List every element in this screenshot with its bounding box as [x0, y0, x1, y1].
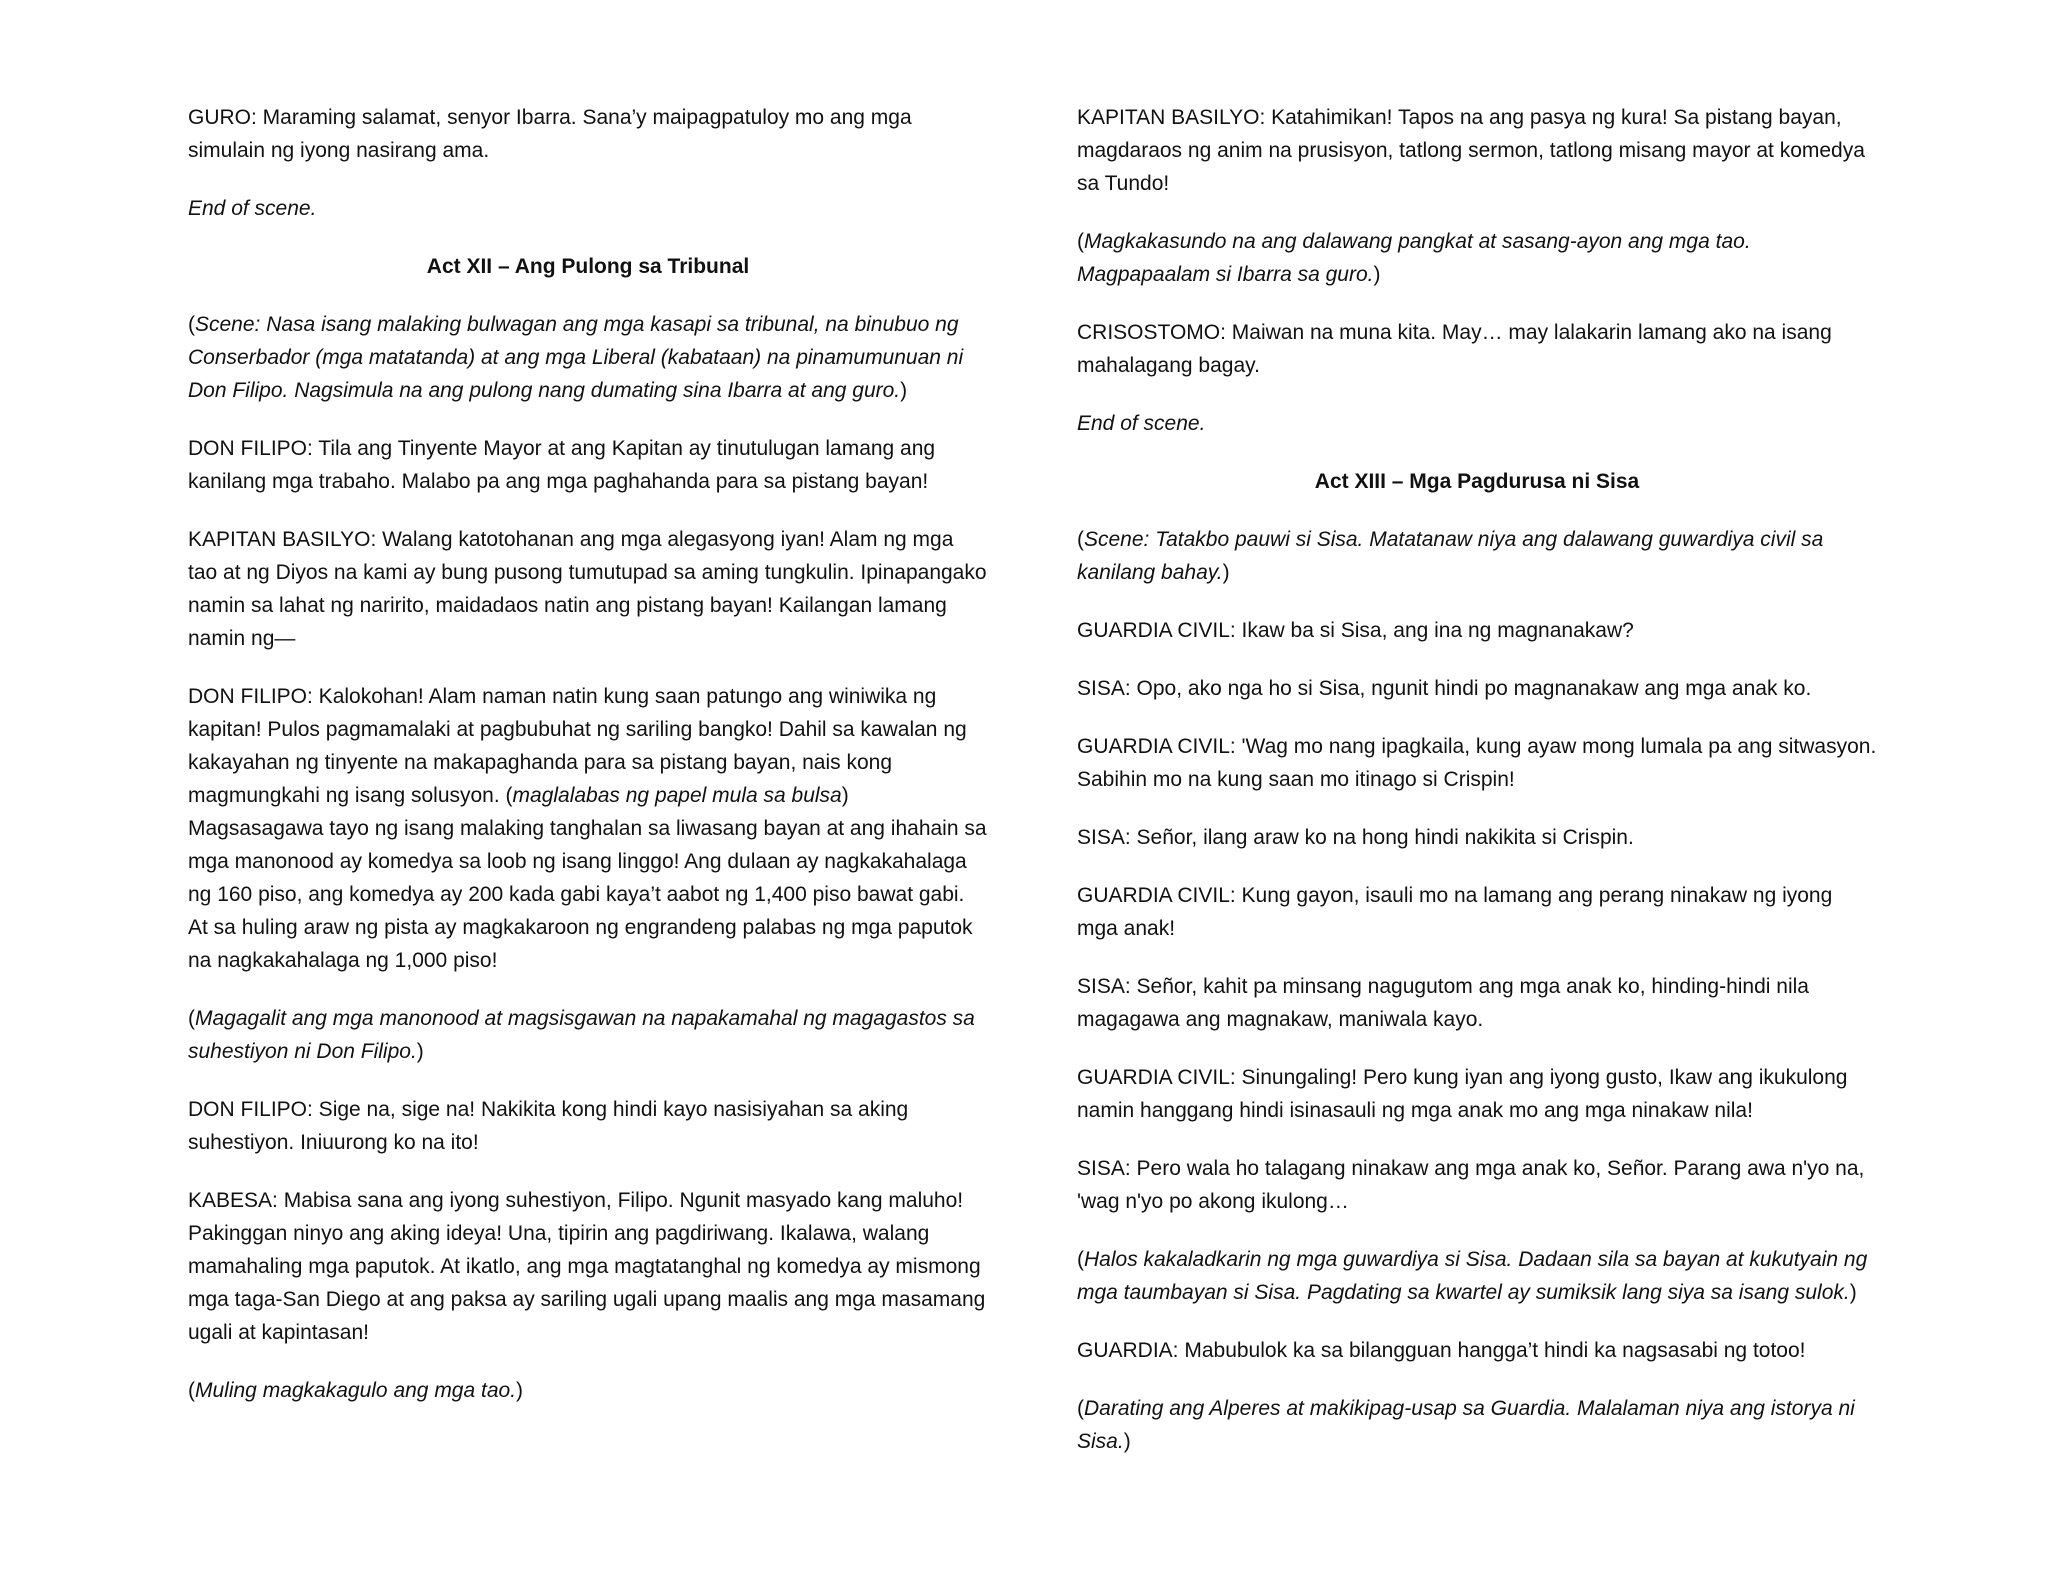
- end-of-scene: End of scene.: [188, 197, 317, 220]
- dialogue-guro: GURO: Maraming salamat, senyor Ibarra. Sana’y maipagpatuloy mo ang mga simulain ng iyong nasirang ama.: [188, 106, 912, 162]
- dialogue-sisa: SISA: Señor, ilang araw ko na hong hindi nakikita si Crispin.: [1077, 826, 1634, 849]
- left-column: [188, 101, 988, 1432]
- stage-direction: (Darating ang Alperes at makikipag-usap sa Guardia. Malalaman niya ang istorya ni Sisa.): [1077, 1397, 1855, 1453]
- dialogue-guardia-civil: GUARDIA CIVIL: Kung gayon, isauli mo na lamang ang perang ninakaw ng iyong mga anak!: [1077, 884, 1833, 940]
- stage-direction: (Halos kakaladkarin ng mga guwardiya si Sisa. Dadaan sila sa bayan at kukutyain ng mga taumbayan si Sisa. Pagdating sa kwartel ay sumiksik lang siya sa isang sulok.): [1077, 1248, 1868, 1304]
- dialogue-sisa: SISA: Señor, kahit pa minsang nagugutom ang mga anak ko, hinding-hindi nila magagawa ang magnakaw, maniwala kayo.: [1077, 975, 1809, 1031]
- dialogue-crisostomo: CRISOSTOMO: Maiwan na muna kita. May… may lalakarin lamang ako na isang mahalagang bagay.: [1077, 321, 1832, 377]
- act-heading: Act XIII – Mga Pagdurusa ni Sisa: [1314, 470, 1640, 493]
- stage-direction: (Scene: Nasa isang malaking bulwagan ang mga kasapi sa tribunal, na binubuo ng Conserbador (mga matatanda) at ang mga Liberal (kabataan) na pinamumunuan ni Don Filipo. Nagsimula na ang pulong nang dumating sina Ibarra at ang guro.): [188, 313, 964, 402]
- dialogue-kapitan-basilyo: KAPITAN BASILYO: Walang katotohanan ang mga alegasyong iyan! Alam ng mga tao at ng Diyos na kami ay bung pusong tumutupad sa aming tungkulin. Ipinapangako namin sa lahat ng naririto, maidadaos natin ang pistang bayan! Kailangan lamang namin ng—: [188, 528, 987, 650]
- stage-direction: (Scene: Tatakbo pauwi si Sisa. Matatanaw niya ang dalawang guwardiya civil sa kanilang bahay.): [1077, 528, 1824, 584]
- dialogue-guardia-civil: GUARDIA CIVIL: Ikaw ba si Sisa, ang ina ng magnanakaw?: [1077, 619, 1634, 642]
- dialogue-don-filipo: DON FILIPO: Sige na, sige na! Nakikita kong hindi kayo nasisiyahan sa aking suhestiyon. Iniuurong ko na ito!: [188, 1098, 909, 1154]
- dialogue-don-filipo: DON FILIPO: Kalokohan! Alam naman natin kung saan patungo ang winiwika ng kapitan! Pulos pagmamalaki at pagbubuhat ng sariling bangko! Dahil sa kawalan ng kakayahan ng tinyente na makapaghanda para sa pistang bayan, nais kong magmungkahi ng isang solusyon. (maglalabas ng papel mula sa bulsa) Magsasagawa tayo ng isang malaking tanghalan sa liwasang bayan at ang ihahain sa mga manonood ay komedya sa loob ng isang linggo! Ang dulaan ay nagkakahalaga ng 160 piso, ang komedya ay 200 kada gabi kaya’t aabot ng 1,400 piso bawat gabi. At sa huling araw ng pista ay magkakaroon ng engrandeng palabas ng mga paputok na nagkakahalaga ng 1,000 piso!: [188, 685, 987, 972]
- dialogue-kabesa: KABESA: Mabisa sana ang iyong suhestiyon, Filipo. Ngunit masyado kang maluho! Pakinggan ninyo ang aking ideya! Una, tipirin ang pagdiriwang. Ikalawa, walang mamahaling mga paputok. At ikatlo, ang mga magtatanghal ng komedya ay mismong mga taga-San Diego at ang paksa ay sariling ugali upang maalis ang mga masamang ugali at kapintasan!: [188, 1189, 986, 1344]
- right-column: [1077, 101, 1877, 1483]
- dialogue-sisa: SISA: Opo, ako nga ho si Sisa, ngunit hindi po magnanakaw ang mga anak ko.: [1077, 677, 1812, 700]
- stage-direction: (Magkakasundo na ang dalawang pangkat at sasang-ayon ang mga tao. Magpapaalam si Ibarra sa guro.): [1077, 230, 1751, 286]
- stage-direction: (Muling magkakagulo ang mga tao.): [188, 1379, 524, 1402]
- act-heading: Act XII – Ang Pulong sa Tribunal: [426, 255, 750, 278]
- dialogue-guardia: GUARDIA: Mabubulok ka sa bilangguan hangga’t hindi ka nagsasabi ng totoo!: [1077, 1339, 1806, 1362]
- dialogue-guardia-civil: GUARDIA CIVIL: 'Wag mo nang ipagkaila, kung ayaw mong lumala pa ang sitwasyon. Sabihin mo na kung saan mo itinago si Crispin!: [1077, 735, 1877, 791]
- end-of-scene: End of scene.: [1077, 412, 1206, 435]
- dialogue-guardia-civil: GUARDIA CIVIL: Sinungaling! Pero kung iyan ang iyong gusto, Ikaw ang ikukulong namin hanggang hindi isinasauli ng mga anak mo ang mga ninakaw nila!: [1077, 1066, 1848, 1122]
- dialogue-sisa: SISA: Pero wala ho talagang ninakaw ang mga anak ko, Señor. Parang awa n'yo na, 'wag n'yo po akong ikulong…: [1077, 1157, 1865, 1213]
- stage-direction: (Magagalit ang mga manonood at magsisgawan na napakamahal ng magagastos sa suhestiyon ni Don Filipo.): [188, 1007, 975, 1063]
- dialogue-don-filipo: DON FILIPO: Tila ang Tinyente Mayor at ang Kapitan ay tinutulugan lamang ang kanilang mga trabaho. Malabo pa ang mga paghahanda para sa pistang bayan!: [188, 437, 936, 493]
- dialogue-kapitan-basilyo: KAPITAN BASILYO: Katahimikan! Tapos na ang pasya ng kura! Sa pistang bayan, magdaraos ng anim na prusisyon, tatlong sermon, tatlong misang mayor at komedya sa Tundo!: [1077, 106, 1865, 195]
